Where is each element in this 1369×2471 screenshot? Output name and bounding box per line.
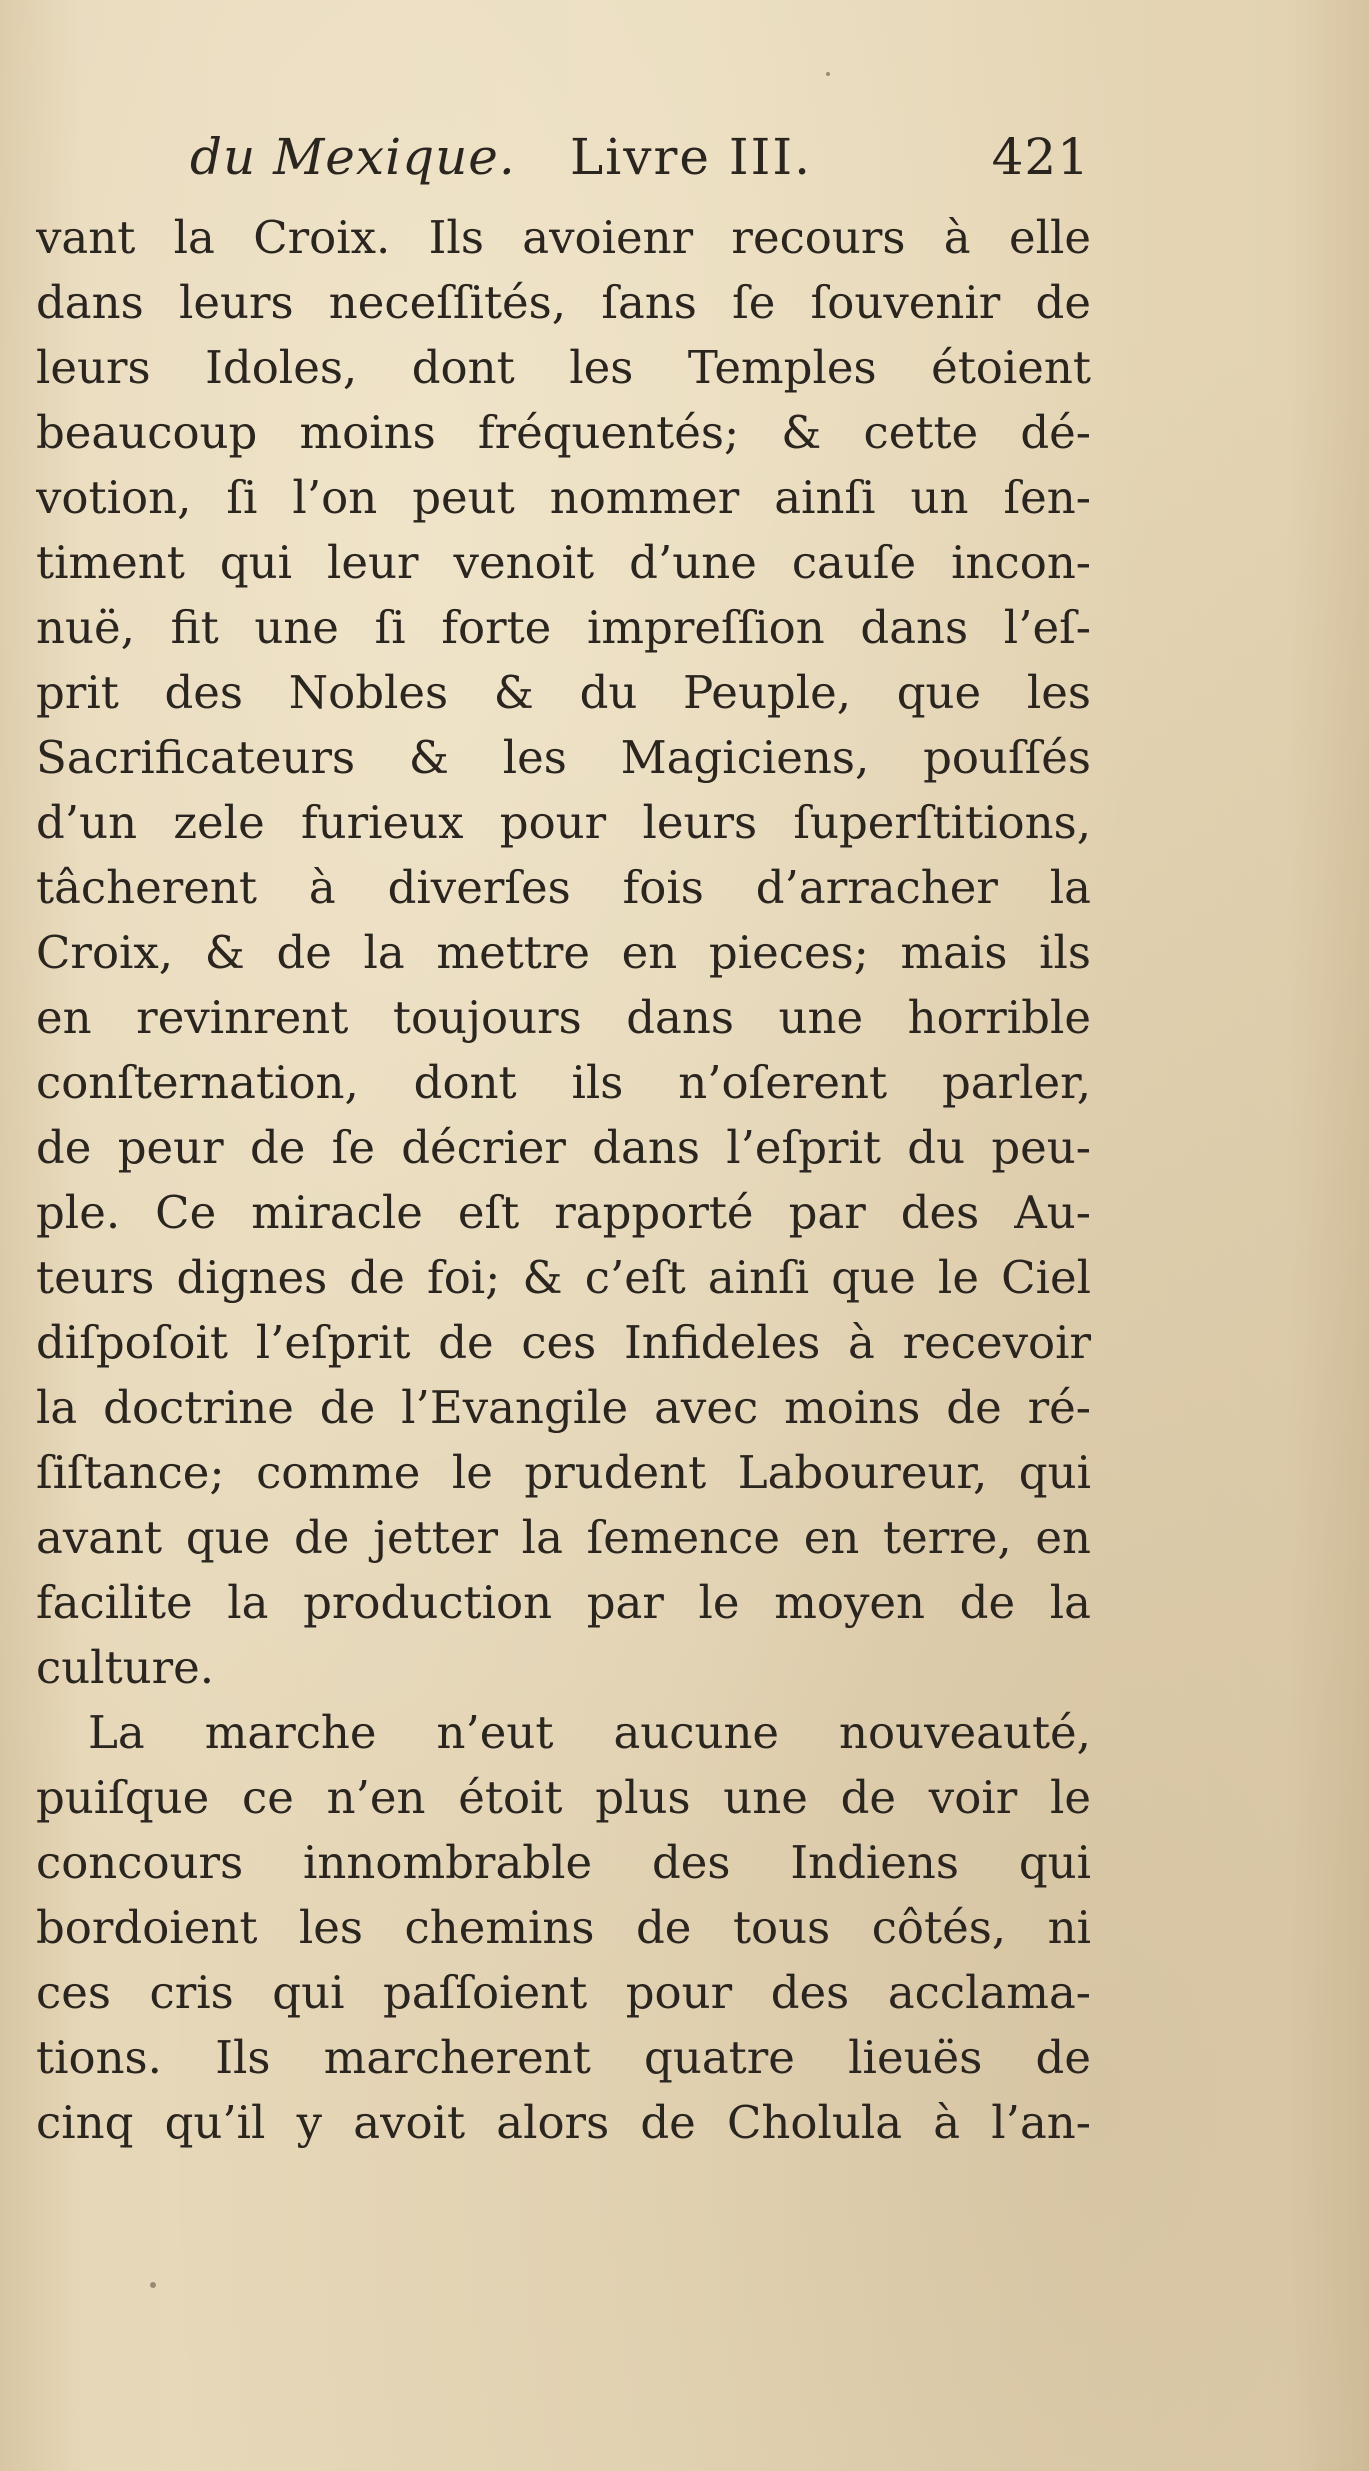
running-head-title: du Mexique. [190,128,516,186]
text-line: de peur de ſe décrier dans l’eſprit du peu- [36,1121,1091,1174]
ink-speck [150,2282,156,2288]
text-line: diſpoſoit l’eſprit de ces Infideles à recevoir [36,1316,1091,1369]
running-head [190,128,1090,208]
text-line: cinq qu’il y avoit alors de Cholula à l’an- [36,2096,1091,2149]
text-line-paragraph-end: culture. [36,1641,215,1694]
body-text [36,205,1091,2155]
text-line: teurs dignes de foi; & c’eſt ainſi que le Ciel [36,1251,1091,1304]
text-line: tâcherent à diverſes fois d’arracher la [36,861,1091,914]
text-line: leurs Idoles, dont les Temples étoient [36,341,1091,394]
text-line: bordoient les chemins de tous côtés, ni [36,1901,1091,1954]
text-line: prit des Nobles & du Peuple, que les [36,666,1091,719]
text-line: Croix, & de la mettre en pieces; mais ils [36,926,1091,979]
text-line: tions. Ils marcherent quatre lieuës de [36,2031,1091,2084]
text-line: dans leurs neceſſités, ſans ſe ſouvenir de [36,276,1091,329]
text-line: ces cris qui paſſoient pour des acclama- [36,1966,1091,2019]
text-line: beaucoup moins fréquentés; & cette dé- [36,406,1091,459]
text-line: vant la Croix. Ils avoienr recours à elle [36,211,1091,264]
text-line: concours innombrable des Indiens qui [36,1836,1091,1889]
text-line: conſternation, dont ils n’oſerent parler, [36,1056,1091,1109]
text-line-paragraph-start: La marche n’eut aucune nouveauté, [88,1706,1091,1759]
text-line: puiſque ce n’en étoit plus une de voir le [36,1771,1091,1824]
running-head-book: Livre III. [570,128,812,186]
text-line: en revinrent toujours dans une horrible [36,991,1091,1044]
text-line: facilite la production par le moyen de la [36,1576,1091,1629]
text-line: ple. Ce miracle eſt rapporté par des Au- [36,1186,1091,1239]
text-line: votion, ſi l’on peut nommer ainſi un ſen- [36,471,1091,524]
text-line: Sacrificateurs & les Magiciens, pouſſés [36,731,1091,784]
text-line: timent qui leur venoit d’une cauſe incon- [36,536,1091,589]
text-line: nuë, fit une ſi forte impreſſion dans l’eſ- [36,601,1091,654]
text-line: ſiſtance; comme le prudent Laboureur, qui [36,1446,1091,1499]
text-line: la doctrine de l’Evangile avec moins de ré- [36,1381,1091,1434]
page-number: 421 [991,128,1090,186]
text-line: d’un zele furieux pour leurs ſuperſtitions, [36,796,1091,849]
ink-speck [826,72,830,76]
text-line: avant que de jetter la ſemence en terre, en [36,1511,1091,1564]
